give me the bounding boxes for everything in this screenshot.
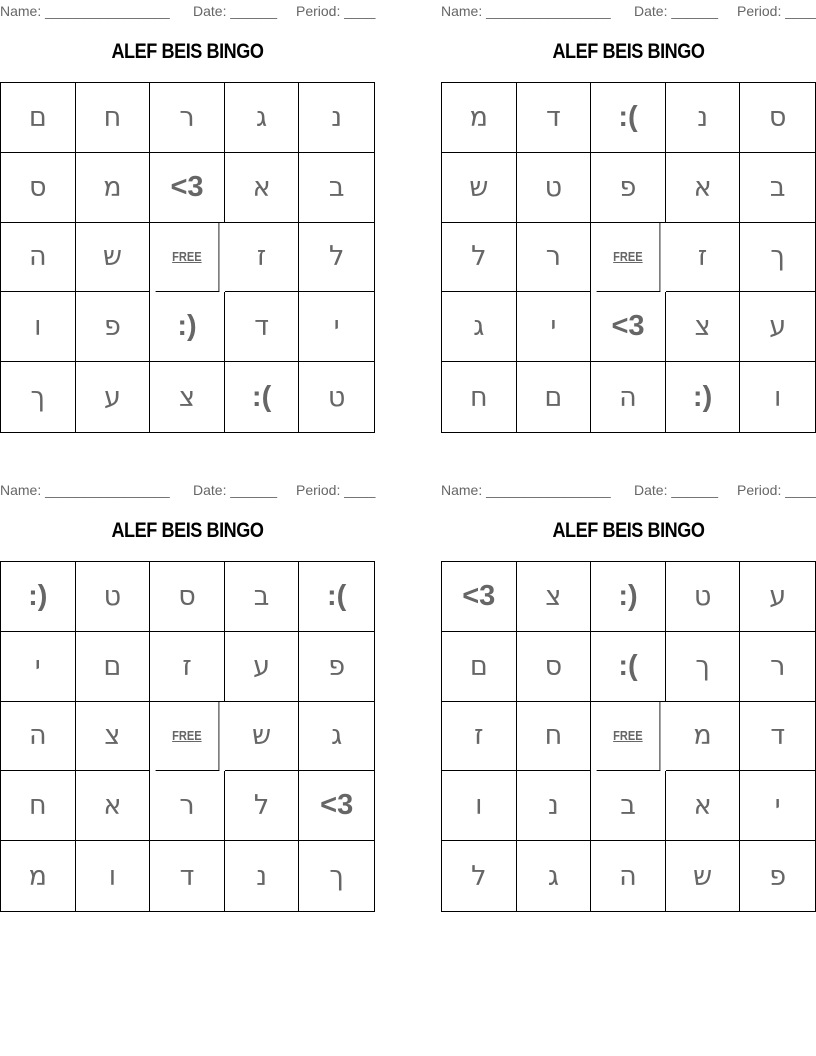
bingo-cell: ד — [150, 841, 225, 911]
bingo-cell: צ — [666, 292, 741, 362]
bingo-cell: נ — [299, 83, 374, 153]
bingo-cell: ר — [740, 632, 815, 702]
bingo-cell: ו — [1, 292, 76, 362]
period-field: Period: ____ — [737, 482, 816, 498]
card-header — [441, 482, 816, 498]
bingo-cell: ך — [329, 860, 344, 892]
period-field: Period: ____ — [296, 482, 376, 498]
bingo-cell: ו — [442, 771, 517, 841]
bingo-cell: ד — [225, 292, 300, 362]
bingo-cell: ב — [591, 771, 666, 841]
bingo-cell: ע — [225, 632, 300, 702]
bingo-cell: ז — [666, 223, 741, 293]
bingo-cell: ר — [517, 223, 592, 293]
bingo-cell: ל — [299, 223, 374, 293]
bingo-cell: ם — [442, 632, 517, 702]
bingo-cell: ל — [225, 771, 300, 841]
bingo-cell-symbol: <3 — [150, 153, 225, 223]
bingo-cell: צ — [150, 362, 225, 432]
card-title: ALEF BEIS BINGO — [111, 519, 264, 542]
bingo-cell: ע — [740, 292, 815, 362]
bingo-cell: ב — [225, 562, 300, 632]
bingo-cell: ש — [666, 841, 741, 911]
bingo-cell: י — [517, 292, 592, 362]
bingo-cell: ש — [225, 702, 300, 772]
bingo-cell: ט — [76, 562, 151, 632]
bingo-grid — [441, 561, 816, 912]
bingo-cell: ח — [517, 702, 592, 772]
bingo-cell: ם — [1, 83, 76, 153]
bingo-cell: ל — [442, 223, 517, 293]
bingo-cell: ז — [225, 223, 300, 293]
bingo-cell-symbol: :) — [150, 292, 225, 362]
bingo-cell: ס — [150, 562, 225, 632]
bingo-cell: ע — [76, 362, 151, 432]
bingo-cell: ך — [1, 362, 76, 432]
bingo-cell: ו — [76, 841, 151, 911]
bingo-cell: ע — [740, 562, 815, 632]
date-field: Date: ______ — [193, 482, 278, 498]
bingo-cell: ר — [150, 83, 225, 153]
bingo-cell: ש — [442, 153, 517, 223]
bingo-cell: פ — [299, 632, 374, 702]
bingo-cell: מ — [76, 153, 151, 223]
free-space: FREE — [597, 223, 660, 293]
bingo-cell: ס — [740, 83, 815, 153]
bingo-cell-symbol: :) — [666, 362, 741, 432]
card-title: ALEF BEIS BINGO — [552, 519, 705, 542]
bingo-cell: ל — [442, 841, 517, 911]
bingo-grid — [0, 561, 375, 912]
bingo-cell-symbol: :( — [225, 362, 300, 432]
date-field: Date: ______ — [634, 3, 719, 19]
bingo-cell: ם — [76, 632, 151, 702]
bingo-cell: ח — [76, 83, 151, 153]
bingo-cell: ס — [1, 153, 76, 223]
bingo-cell: ר — [150, 771, 225, 841]
date-field: Date: ______ — [634, 482, 719, 498]
bingo-card-2 — [441, 0, 816, 413]
card-title: ALEF BEIS BINGO — [552, 40, 705, 63]
bingo-card-4 — [441, 479, 816, 892]
bingo-cell: נ — [666, 83, 741, 153]
bingo-cell: י — [299, 292, 374, 362]
bingo-cell-symbol: :) — [1, 562, 76, 632]
bingo-cell: פ — [769, 860, 787, 892]
period-field: Period: ____ — [737, 3, 816, 19]
bingo-cell: ה — [591, 362, 666, 432]
card-header — [441, 3, 816, 19]
bingo-cell: ב — [740, 153, 815, 223]
bingo-cell: א — [666, 771, 741, 841]
bingo-cell: א — [666, 153, 741, 223]
bingo-cell: ג — [517, 841, 592, 911]
bingo-cell: ח — [1, 771, 76, 841]
free-space: FREE — [156, 223, 219, 293]
bingo-cell: ה — [591, 841, 666, 911]
bingo-cell: ך — [666, 632, 741, 702]
date-field: Date: ______ — [193, 3, 278, 19]
bingo-cell: י — [1, 632, 76, 702]
bingo-cell: ש — [76, 223, 151, 293]
period-field: Period: ____ — [296, 3, 376, 19]
bingo-cell: א — [225, 153, 300, 223]
bingo-cell-symbol: :( — [591, 83, 666, 153]
free-space: FREE — [156, 702, 219, 772]
bingo-cell: צ — [517, 562, 592, 632]
card-title: ALEF BEIS BINGO — [111, 40, 264, 63]
bingo-cell: ו — [774, 381, 782, 413]
bingo-cell: צ — [76, 702, 151, 772]
name-field: Name: ________________ — [0, 3, 170, 19]
bingo-cell: ד — [740, 702, 815, 772]
card-header — [0, 3, 375, 19]
bingo-cell-symbol: :) — [591, 562, 666, 632]
bingo-cell-symbol: <3 — [591, 292, 666, 362]
bingo-grid — [441, 82, 816, 433]
bingo-cell-symbol: :( — [299, 562, 374, 632]
bingo-cell: ם — [517, 362, 592, 432]
name-field: Name: ________________ — [441, 482, 611, 498]
bingo-cell: ב — [299, 153, 374, 223]
bingo-cell: פ — [76, 292, 151, 362]
bingo-cell-symbol: :( — [591, 632, 666, 702]
bingo-cell: ט — [517, 153, 592, 223]
bingo-cell: מ — [666, 702, 741, 772]
bingo-cell: ס — [517, 632, 592, 702]
bingo-cell: ט — [666, 562, 741, 632]
bingo-cell: ז — [442, 702, 517, 772]
card-header — [0, 482, 375, 498]
name-field: Name: ________________ — [441, 3, 611, 19]
bingo-grid — [0, 82, 375, 433]
bingo-cell: ח — [442, 362, 517, 432]
bingo-cell: פ — [591, 153, 666, 223]
bingo-cell: מ — [442, 83, 517, 153]
bingo-cell: ה — [1, 223, 76, 293]
bingo-cell: ז — [150, 632, 225, 702]
bingo-cell: נ — [225, 841, 300, 911]
bingo-cell: ך — [740, 223, 815, 293]
bingo-cell-symbol: <3 — [442, 562, 517, 632]
bingo-card-3 — [0, 479, 376, 892]
bingo-cell: א — [76, 771, 151, 841]
bingo-cell: מ — [1, 841, 76, 911]
name-field: Name: ________________ — [0, 482, 170, 498]
free-space: FREE — [597, 702, 660, 772]
bingo-cell: ט — [327, 381, 346, 413]
bingo-cell: ג — [225, 83, 300, 153]
bingo-card-1 — [0, 0, 376, 413]
bingo-cell: ג — [299, 702, 374, 772]
bingo-cell: ג — [442, 292, 517, 362]
bingo-cell-symbol: <3 — [299, 771, 374, 841]
bingo-cell: נ — [517, 771, 592, 841]
bingo-cell: ד — [517, 83, 592, 153]
bingo-cell: ה — [1, 702, 76, 772]
bingo-cell: י — [740, 771, 815, 841]
